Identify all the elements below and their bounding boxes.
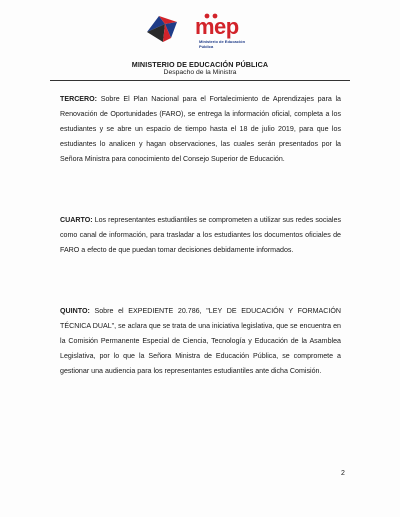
- government-crest-logo: [143, 12, 181, 58]
- paragraph-label: QUINTO:: [60, 307, 90, 315]
- paragraph-label: TERCERO:: [60, 95, 98, 103]
- page-number: 2: [341, 470, 345, 477]
- paragraph-text: Los representantes estudiantiles se comprometen a utilizar sus redes sociales como canal de información, para trasladar a los estudiantes los documentos oficiales de FARO a efecto de que puedan tomar decisiones debidamente informados.: [60, 216, 341, 254]
- paragraph-tercero: [60, 92, 341, 167]
- paragraph-text: Sobre El Plan Nacional para el Fortalecimiento de Aprendizajes para la Renovación de Oportunidades (FARO), se entrega la información oficial, completa a los estudiantes y se abre un espacio de tiempo hasta el 18 de julio 2019, para que los estudiantes lo analicen y hagan observaciones, las cuales serán presentados por la Señora Ministra para conocimiento del Consejo Superior de Educación.: [60, 95, 341, 163]
- mep-logo: [195, 12, 255, 58]
- mep-logo-subtitle: Ministerio de Educación Pública: [199, 39, 246, 49]
- paragraph-text: Sobre el EXPEDIENTE 20.786, "LEY DE EDUCACIÓN Y FORMACIÓN TÉCNICA DUAL", se aclara que se trata de una iniciativa legislativa, que se encuentra en la Comisión Permanente Especial de Ciencia, Tecnología y Educación de la Asamblea Legislativa, por lo que la Señora Ministra de Educación Pública, se compromete a gestionar una audiencia para los representantes estudiantiles ante dicha Comisión.: [60, 307, 341, 375]
- paragraph-label: CUARTO:: [60, 216, 93, 224]
- crest-icon: [143, 12, 181, 46]
- paragraph-cuarto: [60, 213, 341, 258]
- header-logos: [143, 12, 263, 58]
- header-divider: [50, 80, 350, 81]
- paragraph-quinto: [60, 304, 341, 379]
- ministry-title: MINISTERIO DE EDUCACIÓN PÚBLICA: [131, 60, 269, 69]
- office-subtitle: Despacho de la Ministra: [163, 69, 237, 76]
- mep-logo-text: mep: [195, 14, 239, 39]
